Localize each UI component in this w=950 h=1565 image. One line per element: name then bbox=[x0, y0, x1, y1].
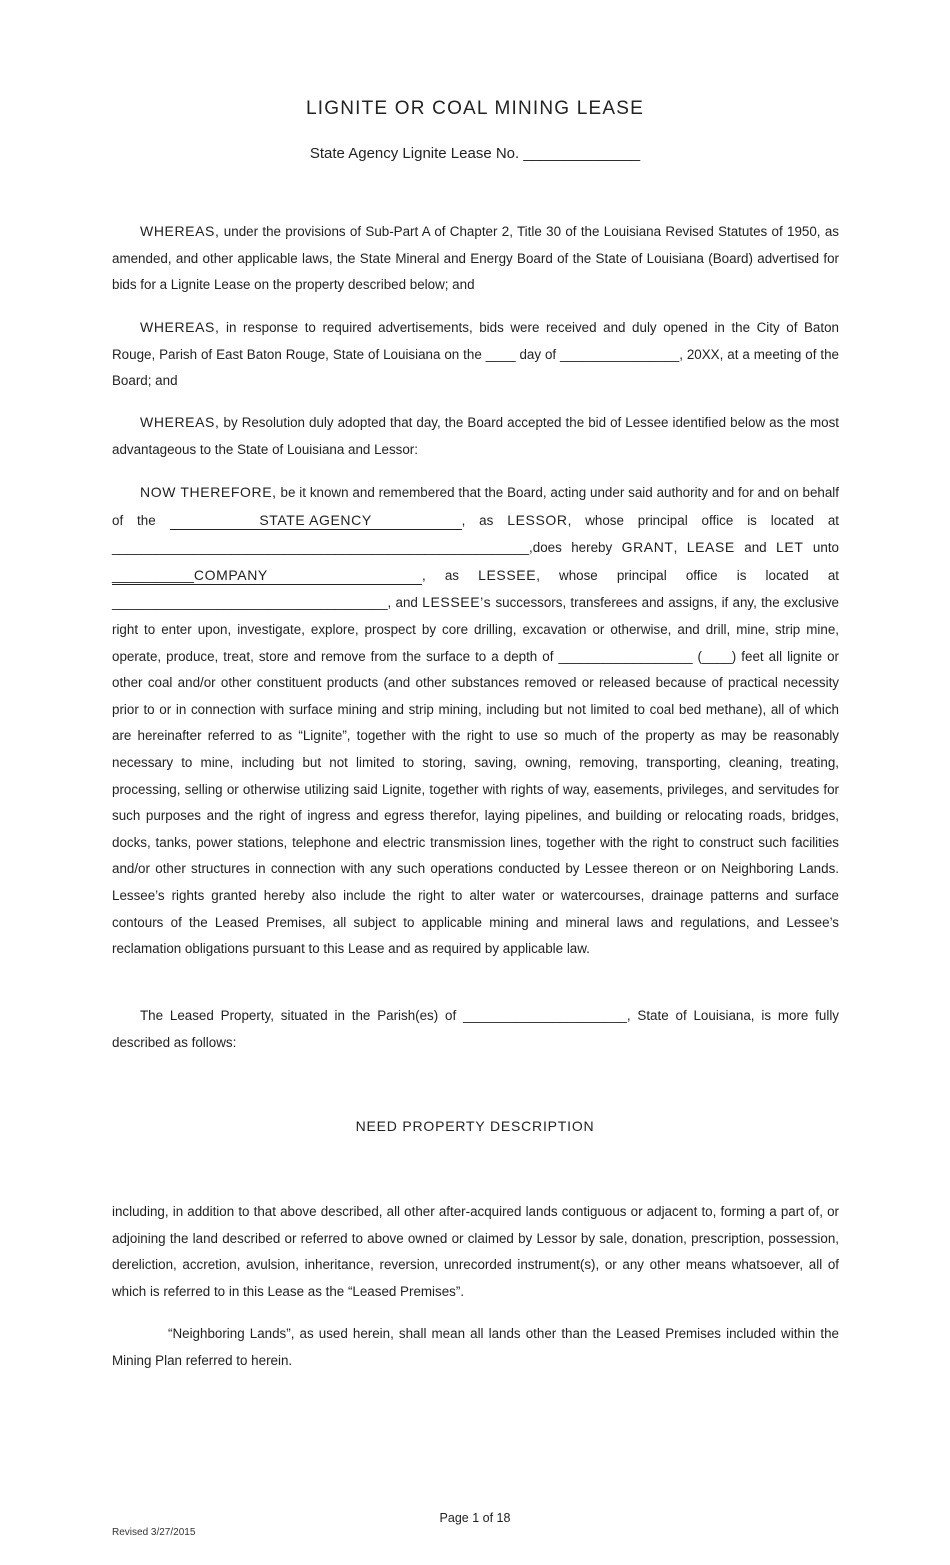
lessee-keyword: LESSEE bbox=[478, 566, 537, 583]
paragraph-whereas-3 bbox=[112, 409, 839, 463]
let-keyword: LET bbox=[776, 539, 804, 556]
lessor-keyword: LESSOR bbox=[507, 511, 568, 528]
whereas-keyword: WHEREAS, bbox=[140, 414, 220, 430]
paragraph-text: “Neighboring Lands”, as used herein, shall mean all lands other than the Leased Premises included within the Mining Plan referred to herein. bbox=[112, 1326, 839, 1368]
whereas-keyword: WHEREAS, bbox=[140, 319, 220, 335]
page-number: Page 1 of 18 bbox=[439, 1511, 511, 1525]
paragraph-text: including, in addition to that above described, all other after-acquired lands contiguous or adjacent to, forming a part of, or adjoining the land described or referred to above owned or claimed by Lessor by sale, donation, prescription, possession, dereliction, accretion, avulsion, inheritance, reversion, unrecorded instrument(s), or any other means whatsoever, all of which is referred to in this Lease as the “Leased Premises”. bbox=[112, 1204, 839, 1299]
lessee-name-field bbox=[112, 567, 422, 585]
paragraph-text: , whose principal office is located at _____________________________________, and bbox=[112, 567, 839, 611]
paragraph-text: The Leased Property, situated in the Parish(es) of ______________________, State of Louisiana, is more fully described as follows: bbox=[112, 1008, 839, 1050]
paragraph-text: by Resolution duly adopted that day, the Board accepted the bid of Lessee identified below as the most advantageous to the State of Louisiana and Lessor: bbox=[112, 415, 839, 457]
property-description-heading: NEED PROPERTY DESCRIPTION bbox=[355, 1118, 595, 1134]
paragraph-now-therefore bbox=[112, 479, 839, 963]
paragraph-neighboring-lands bbox=[112, 1321, 839, 1374]
lessee-name: COMPANY bbox=[193, 566, 268, 583]
lessee-blank: ___________ bbox=[112, 567, 194, 583]
now-therefore-keyword: NOW THEREFORE, bbox=[140, 484, 277, 500]
paragraph-text: and bbox=[734, 540, 777, 556]
paragraph-text: , whose principal office is located at ________________________________________________________,does hereby bbox=[112, 512, 839, 556]
document-title: LIGNITE OR COAL MINING LEASE bbox=[305, 98, 645, 119]
grant-keyword: GRANT bbox=[621, 539, 674, 556]
paragraph-text: under the provisions of Sub-Part A of Chapter 2, Title 30 of the Louisiana Revised Statutes of 1950, as amended, and other applicable laws, the State Mineral and Energy Board of the State of Louisiana (Board) advertised for bids for a Lignite Lease on the property described below; and bbox=[112, 224, 839, 293]
paragraph-leased-property bbox=[112, 1003, 839, 1056]
paragraph-text: unto bbox=[803, 540, 839, 556]
paragraph-text: be it known and remembered that the Board, acting under said authority and for and on behalf of the bbox=[112, 485, 839, 528]
paragraph-text: , as bbox=[422, 567, 479, 583]
paragraph-whereas-1 bbox=[112, 218, 839, 299]
paragraph-including bbox=[112, 1199, 839, 1305]
lessor-name-field: STATE AGENCY bbox=[170, 512, 462, 530]
paragraph-whereas-2 bbox=[112, 314, 839, 395]
revision-date: Revised 3/27/2015 bbox=[112, 1527, 196, 1538]
paragraph-text: in response to required advertisements, bids were received and duly opened in the City of Baton Rouge, Parish of East Baton Rouge, State of Louisiana on the ____ day of ________________, 20XX, at a meeting of the Board; and bbox=[112, 320, 839, 389]
paragraph-text: , as bbox=[461, 512, 508, 528]
whereas-keyword: WHEREAS, bbox=[140, 223, 220, 239]
lease-number-line: State Agency Lignite Lease No. ______________ bbox=[309, 145, 641, 162]
lease-keyword: LEASE bbox=[686, 539, 735, 556]
lessees-keyword: LESSEE’s bbox=[422, 594, 492, 611]
paragraph-text: successors, transferees and assigns, if any, the exclusive right to enter upon, investigate, explore, prospect by core drilling, excavation or otherwise, and drill, mine, strip mine, operate, produce, treat, store and remove from the surface to a depth of __________________ (____) feet all lignite or other coal and/or other constituent products (and other substances removed or released because of practical necessity prior to or in connection with surface mining and strip mining, including but not limited to coal bed methane), all of which are hereinafter referred to as “Lignite”, together with the right to use so much of the property as may be reasonably necessary to mine, including but not limited to storing, saving, owning, removing, transporting, cleaning, treating, processing, selling or otherwise utilizing said Lignite, together with rights of way, easements, privileges, and servitudes for such purposes and the right of ingress and egress therefor, laying pipelines, and building or relocating roads, bridges, docks, tanks, power stations, telephone and electric transmission lines, together with the right to construct such facilities and/or other structures in connection with any such operations conducted by Lessee thereon or on Neighboring Lands. Lessee’s rights granted hereby also include the right to alter water or watercourses, drainage patterns and surface contours of the Leased Premises, all subject to applicable mining and mineral laws and regulations, and Lessee’s reclamation obligations pursuant to this Lease and as required by applicable law. bbox=[112, 595, 839, 957]
paragraph-text: , bbox=[673, 540, 687, 556]
